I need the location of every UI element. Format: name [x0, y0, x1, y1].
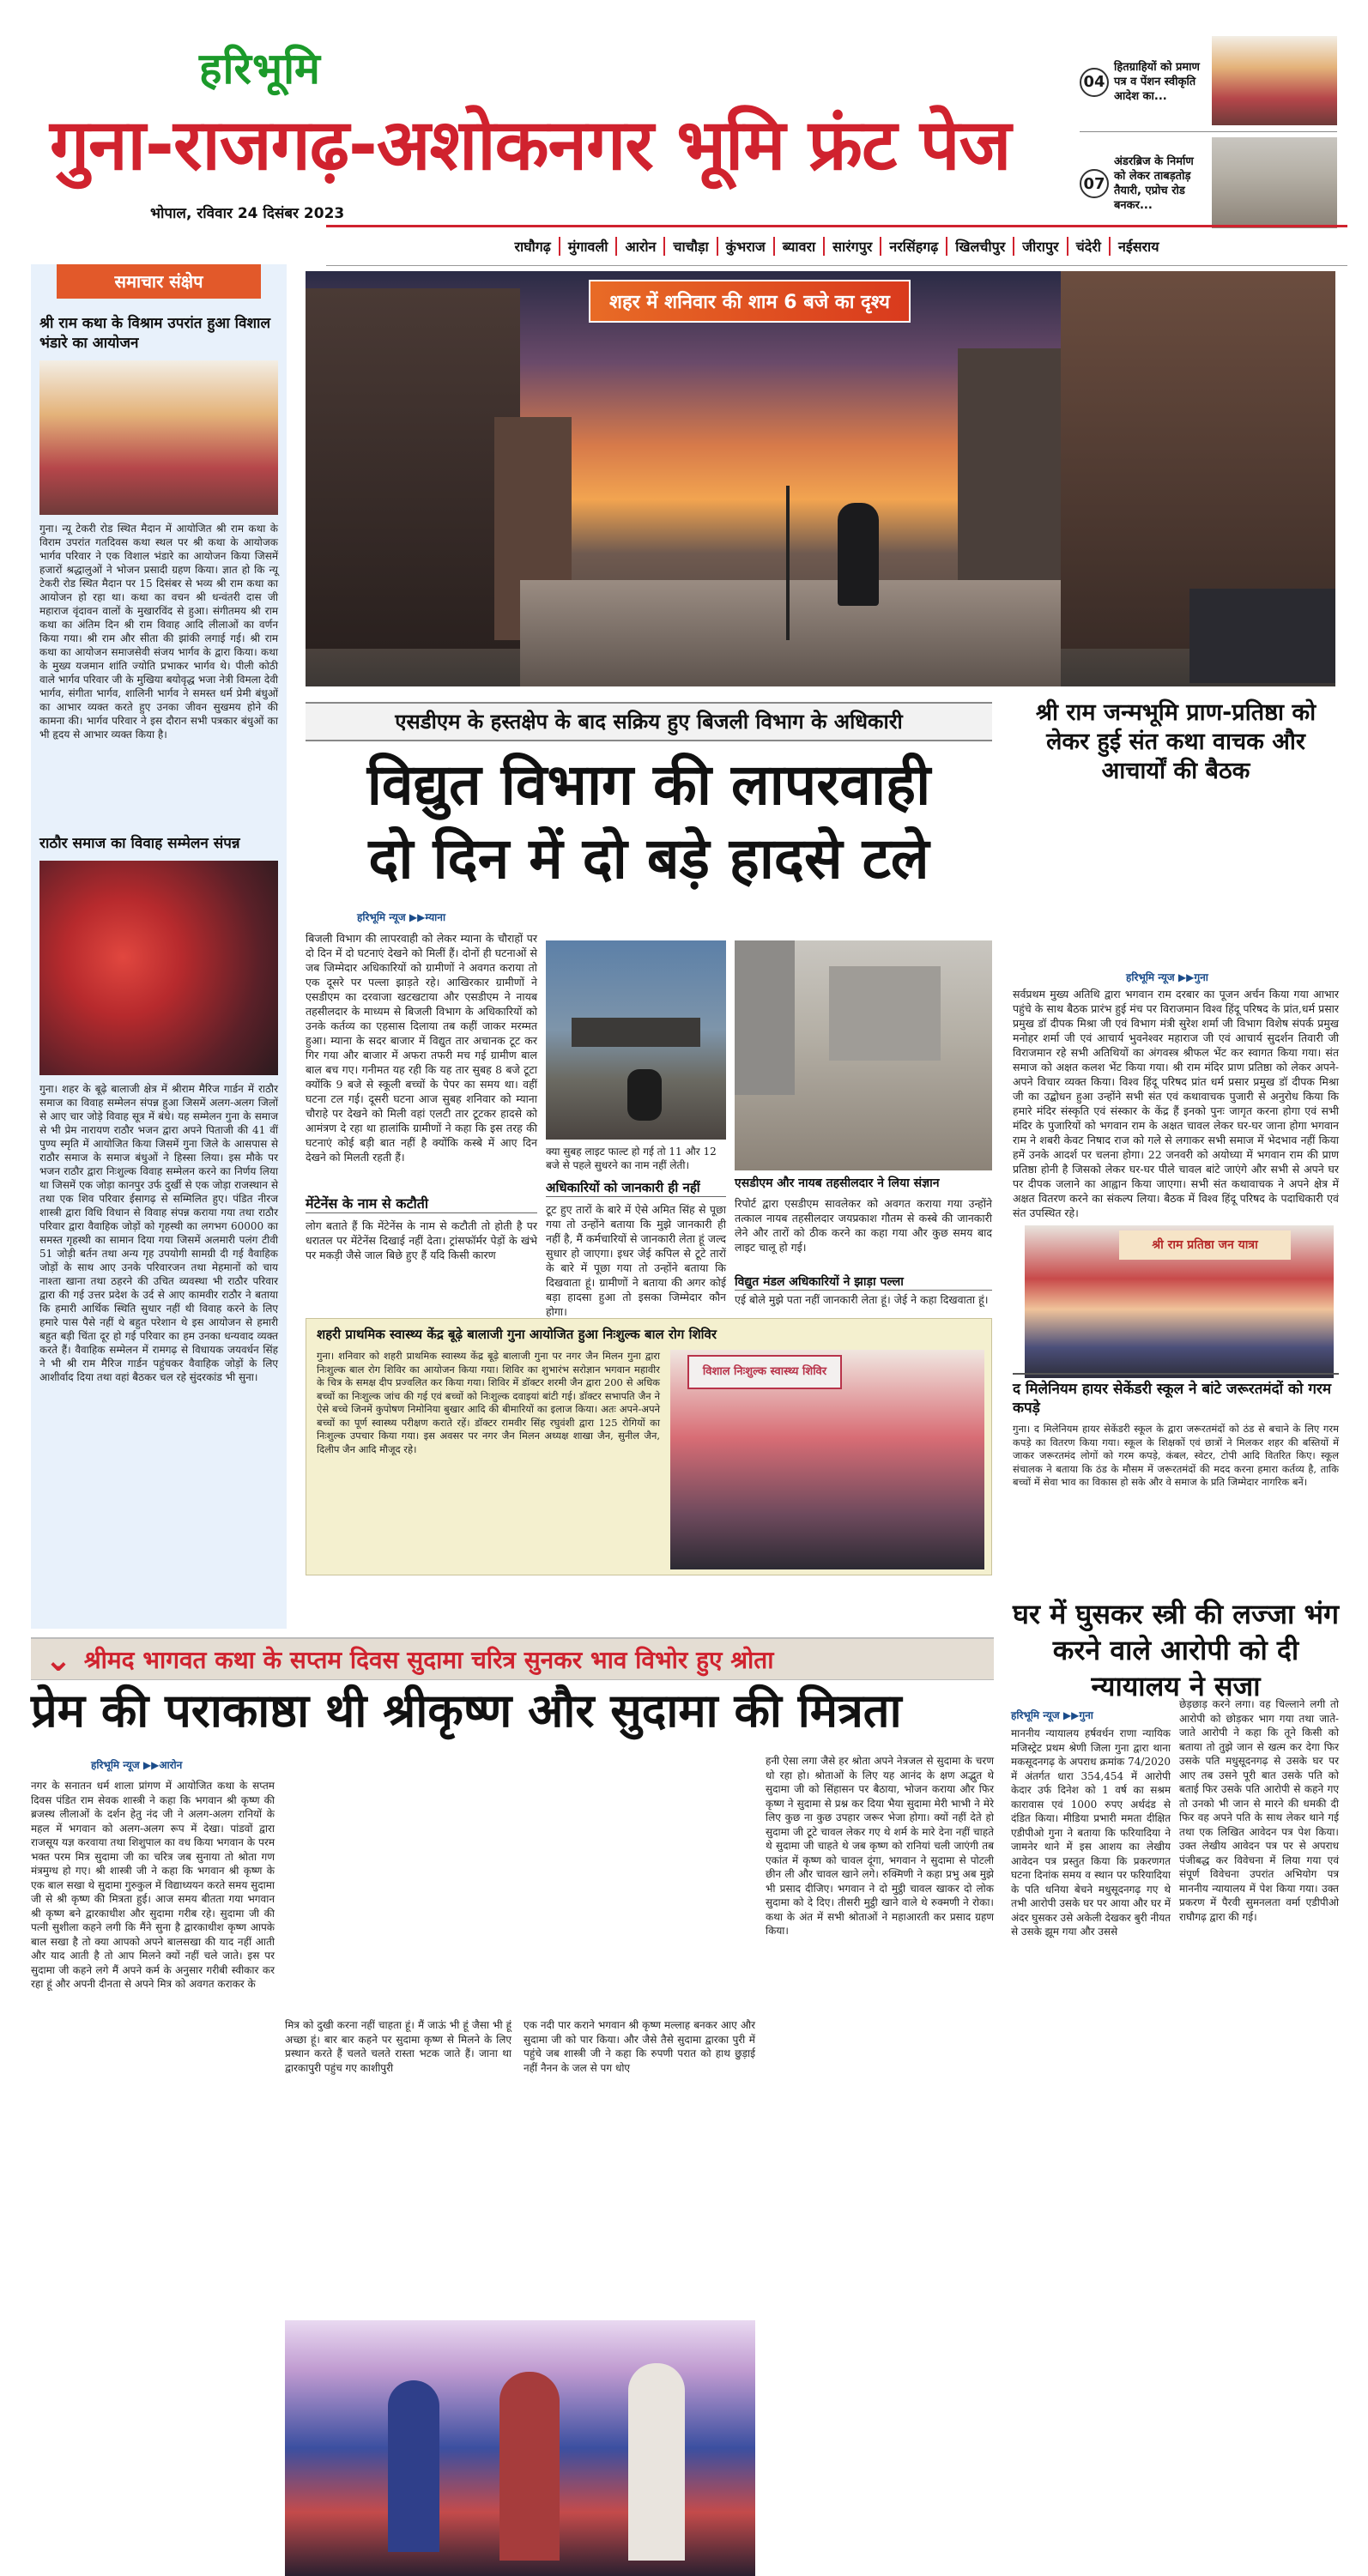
brief-photo — [39, 861, 278, 1075]
lead-photo-1 — [546, 940, 726, 1140]
lead-body: एई बोले मुझे पता नहीं जानकारी लेता हूं। जेई ने कहा दिखवाता हूं। — [735, 1293, 989, 1306]
lead-body: बिजली विभाग की लापरवाही को लेकर म्याना के चौराहों पर दो दिन में दो घटनाएं देखने को मिलीं हैं। दोनों ही घटनाओं से जब जिम्मेदार अधिकारियों को ग्रामीणों ने अवगत कराया तो एक दूसरे पर पल्ला झाड़ते रहे। आखिरकार ग्रामीणों ने एसडीएम का दरवाजा खटखटाया और एसडीएम ने नायब तहसीलदार के माध्यम से बिजली विभाग के अधिकारियों को उनके कर्तव्य का एहसास दिलाया तब कहीं जाकर मरम्मत हुआ। म्याना के सदर बाजार में विद्युत तार अचानक टूट कर गिर गया और बाजार में अफरा तफरी मच गई ग्रामीण बाल बाल बच गए। गनीमत यह रही कि यह तार सुबह 8 बजे टूटा क्योंकि 9 बजे से स्कूली बच्चों के पेपर का समय था। वहीं घटना टल गई। दूसरी घटना आज सुबह शनिवार को म्याना चौराहे पर देखने को मिली वहां एलटी तार टूटकर हादसे को आमंत्रण दे रहा था हालांकि ग्रामीणों ने कहा कि इस तरह की घटनाएं कोई बड़ी बात नहीं है क्योंकि कस्बे में आए दिन देखने को मिलती रहती हैं। — [306, 932, 537, 1164]
city-link[interactable]: जीरापुर — [1014, 237, 1068, 256]
lead-body: टूट हुए तारों के बारे में ऐसे अमित सिंह से पूछा गया तो उन्होंने बताया कि मुझे जानकारी ही नहीं है, मैं कर्मचारियों से जानकारी लेता हूं जल्द सुधार हो जाएगा। इधर जेई कपिल से टूटे तारों के बारे में पूछा गया तो उन्होंने बताया कि दिखवाता हूं। ग्रामीणों ने बताया की अगर कोई बड़ा हादसा हुआ तो इसका जिम्मेदार कौन होगा। — [546, 1203, 726, 1318]
lead-column-2 — [546, 940, 726, 1318]
city-link[interactable]: खिलचीपुर — [947, 237, 1014, 256]
brief-body: गुना। शहर के बूढ़े बालाजी क्षेत्र में श्रीराम मैरिज गार्डन में राठौर समाज का विवाह सम्मेलन संपन्न हुआ जिसमें अलग-अलग जिलों से आए चार जोड़े विवाह सूत्र में बंधे। यह सम्मेलन गुना के समाज से भी प्रेम नारायण राठौर भजन द्वारा अपने पिताजी की 41 वीं पुण्य स्मृति में आयोजित किया जिसमें गुना जिले के आसपास से राठौर समाज के समाज बंधुओं ने हिस्सा लिया। इस मौके पर भजन राठौर द्वारा निःशुल्क विवाह सम्मेलन करने का निर्णय लिया था जिसमें एक जोड़ा कानपुर उर्फ दुर्खी से एक जोड़ा राजस्थान से तथा एक शिव परिवार ईसागढ़ से सम्मिलित हुए। पंडित नीरज शास्त्री द्वारा विधि विधान से विवाह संपन्न कराया गया तथा राठौर परिवार द्वारा वैवाहिक जोड़ों को गृहस्थी का लगभग 60000 का समस्त गृहस्थी का सामान दिया गया जिसमें अलमारी पलंग टीवी 51 जोड़ी बर्तन तथा अन्य गृह उपयोगी सामग्री दी गई वैवाहिक जोड़ों के साथ आए उनके परिवारजन तथा मेहमानों को चाय नाश्ता खाना तथा ठहरने की उचित व्यवस्था भी राठौर परिवार द्वारा की गई उत्तर प्रदेश के उर्द से आए कामवीर राठौर ने बताया कि हमारी आर्थिक स्थिति सुधार नहीं थी विवाह करने के लिए हमारे पास पैसे नहीं थे बहुत परेशान थे इस आयोजन से हमारी बहुत बड़ी चिंता दूर हो गई परिवार का हम उनका धन्यवाद व्यक्त करते हैं। वैवाहिक सम्मेलन में रामगढ़ से विधायक जयवर्धन सिंह ने भी श्री राम मैरिज गार्डन पहुंचकर वैवाहिक जोड़ों के लिए आशीर्वाद दिया तथा वहां बैठकर चल रहे सुंदरकांड भी सुना। — [39, 1083, 278, 1383]
chevron-down-icon: ⌄ — [45, 1640, 72, 1678]
photo-caption: क्या सुबह लाइट फाल्ट हो गई तो 11 और 12 बजे से पहले सुधरने का नाम नहीं लेती। — [546, 1146, 717, 1171]
brand-logo: हरिभूमि — [199, 44, 321, 94]
city-link[interactable]: मुंगावली — [560, 237, 618, 256]
lead-subhead: मेंटेनेंस के नाम से कटौती — [306, 1194, 537, 1213]
sidebar-header: समाचार संक्षेप — [57, 264, 261, 299]
lead-kicker: एसडीएम के हस्तक्षेप के बाद सक्रिय हुए बिजली विभाग के अधिकारी — [306, 702, 992, 741]
lead-subhead: विद्युत मंडल अधिकारियों ने झाड़ा पल्ला — [735, 1273, 992, 1291]
bottom-headline[interactable]: प्रेम की पराकाष्ठा थी श्रीकृष्ण और सुदामा की मित्रता — [31, 1684, 902, 1738]
court-byline: हरिभूमि न्यूज ▶▶गुना — [1011, 1709, 1093, 1721]
right-byline: हरिभूमि न्यूज ▶▶गुना — [1126, 971, 1208, 983]
bottom-body: हनी ऐसा लगा जैसे हर श्रोता अपने नेत्रजल से सुदामा के चरण धो रहा हो। श्रोताओं के लिए यह आनंद के क्षण अद्भुत थे सुदामा जी को सिंहासन पर बैठाया, भोजन कराया और फिर कृष्ण ने सुदामा से प्रश्न कर दिया भैया सुदामा मेरी भाभी ने मेरे लिए कुछ ना कुछ उपहार जरूर भेजा होगा। क्यों नहीं देते हो सुदामा जी टूटे चावल लेकर गए थे शर्म के मारे देना नहीं चाहते थे सुदामा जी चाहते थे जब कृष्ण को रानियां चली जाएंगी तब एकांत में कृष्ण को चावल दूंगा, भगवान ने सुदामा से पोटली छीन ली और चावल खाने लगे। रुक्मिणी ने कहा प्रभु अब मुझे भी प्रसाद दीजिए। भगवान ने दो मुट्ठी चावल खाकर दो लोक सुदामा को दे दिए। तीसरी मुट्ठी खाने वाले थे रुक्मणी ने रोका। कथा के अंत में सभी श्रोताओं ने महाआरती कर प्रसाद ग्रहण किया। — [766, 1755, 994, 1937]
photo-caption-tag: शहर में शनिवार की शाम 6 बजे का दृश्य — [589, 280, 911, 323]
city-link[interactable]: ब्यावरा — [775, 237, 825, 256]
brief-headline[interactable]: राठौर समाज का विवाह सम्मेलन संपन्न — [39, 835, 240, 852]
bhagwat-photo — [285, 2320, 755, 2576]
lead-body: लोग बताते हैं कि मेंटेनेंस के नाम से कटौती तो होती है पर धरातल पर मेंटेनेंस दिखाई नहीं देता। ट्रांसफॉर्मर पेड़ों के खंभे पर मकड़ी जैसे जाल बिछे हुए हैं यदि किसी कारण — [306, 1219, 537, 1261]
lead-photo — [306, 271, 1335, 686]
city-link[interactable]: नरसिंहगढ़ — [881, 237, 947, 256]
lead-column-3 — [735, 940, 992, 1308]
right-body: सर्वप्रथम मुख्य अतिथि द्वारा भगवान राम दरबार का पूजन अर्चन किया गया आभार पहुंचे के साथ बैठक प्रारंभ हुई मंच पर विराजमान विश्व हिंदू परिषद के प्रांत,धर्म प्रसार प्रमुख डॉ दीपक मिश्रा जी एवं विभाग मंत्री सुरेश शर्मा जी विभाग विशेष संपर्क प्रमुख मनोहर शर्मा जी एवं आचार्य भुवनेश्वर महाराज जी एवं आचार्य सुदर्शन तिवारी जी विराजमान रहे सभी अतिथियों का अंगवस्त्र श्रीफल भेंट कर स्वागत किया गया। संत समाज को अक्षत कलश भेंट किया गया। श्री राम मंदिर प्राण प्रतिष्ठा को लेकर अपने-अपने विचार व्यक्त किया। विश्व हिंदू परिषद प्रांत धर्म प्रसार प्रमुख डॉ दीपक मिश्रा जी का उद्बोधन हुआ उन्होंने सभी संत एवं कथावाचक पुजारी से अनुरोध किया कि हमारे मंदिर संस्कृति एवं संस्कार के केंद्र हैं इनको पुनः जागृत करना होगा एवं सभी मंदिर के पुजारियों को भगवान राम के अक्षत चावल लेकर घर-घर जाना होगा भगवान राम ने शबरी केवट निषाद राज को गले से लगाकर सभी समाज में भेदभाव नहीं किया हमें उनके आदर्श पर चलना होगा। 22 जनवरी को अयोध्या में भगवान राम की प्राण प्रतिष्ठा होनी है जिसको लेकर घर-घर पीले चावल बांटे जाएंगे और सभी से अपने घर पर दीपक जलाने का आह्वान किया जाएगा। सभी संत कथावाचक ने अपने क्षेत्र में अक्षत वितरण करने का संकल्प लिया। बैठक में विश्व हिंदू परिषद के पदाधिकारी एवं संत उपस्थित रहे। — [1013, 988, 1339, 1219]
school-body: गुना। द मिलेनियम हायर सेकेंडरी स्कूल के द्वारा जरूरतमंदों को ठंड से बचाने के लिए गरम कपड़े का वितरण किया गया। स्कूल के शिक्षकों एवं छात्रों ने मिलकर शहर की बस्तियों में जाकर जरूरतमंद लोगों को गरम कपड़े, कंबल, स्वेटर, टोपी आदि वितरित किए। स्कूल संचालक ने बताया कि ठंड के मौसम में जरूरतमंदों की मदद करना हमारा कर्तव्य है, ताकि बच्चों में सेवा भाव का विकास हो सके और वे समाज के प्रति जिम्मेदार नागरिक बनें। — [1013, 1423, 1339, 1488]
teaser-number: 07 — [1080, 169, 1109, 198]
bottom-body: एक नदी पार कराने भगवान श्री कृष्ण मल्लाह बनकर आए और सुदामा जी को पार किया। और जैसे तैसे सुदामा द्वारका पुरी में पहुंचे जब शास्त्री जी ने कहा कि रुपणी परात को हाथ छुड़ाई नहीं नैनन के जल से पग धोए — [524, 2019, 755, 2074]
city-link[interactable]: आरोन — [617, 237, 665, 256]
health-photo — [670, 1350, 984, 1569]
bottom-body: नगर के सनातन धर्म शाला प्रांगण में आयोजित कथा के सप्तम दिवस पंडित राम सेवक शास्त्री ने कहा कि भगवान श्री कृष्ण की ब्रजस्थ लीलाओं के दर्शन हेतु नंद जी ने अलग-अलग रानियों के महल में भगवान को अलग-अलग रूप में देखा। पांडवों द्वारा राजसूय यज्ञ करवाया तथा शिशुपाल का वध किया भगवान के परम भक्त परम मित्र सुदामा जी का चरित्र जब सुनाया तो श्रोता गण मंत्रमुग्ध हो गए। श्री शास्त्री जी ने कहा कि भगवान श्री कृष्ण के एक बाल सखा थे सुदामा गुरुकुल में विद्याध्ययन करते समय सुदामा जी से श्री कृष्ण की मित्रता हुई। आज समय बीतता गया भगवान श्री कृष्ण बने द्वारकाधीश और सुदामा गरीब रहे। सुदामा जी की पत्नी सुशीला कहने लगी कि मैंने सुना है द्वारकाधीश कृष्ण आपके बाल सखा है तो क्या आपको अपने बालसखा की याद नहीं आती और याद आती है तो आप मिलने क्यों नहीं चले जाते। इस पर सुदामा जी कहने लगे मैं अपने कर्म के अनुसार गरीबी स्वीकार कर रहा हूं और अपनी दीनता से अपने मित्र को अवगत कराकर के — [31, 1780, 275, 1990]
court-body: माननीय न्यायालय हर्षवर्धन राणा न्यायिक मजिस्ट्रेट प्रथम श्रेणी जिला गुना द्वारा थाना मकसूदनगढ़ के अपराध क्रमांक 74/2020 में अंतर्गत धारा 354,454 में आरोपी केदार उर्फ दिनेश को 1 वर्ष का सश्रम कारावास एवं 1000 रुपए अर्थदंड से दंडित किया। मीडिया प्रभारी ममता दीक्षित एडीपीओ गुना ने बताया कि फरियादिया ने जामनेर थाने में इस आशय का लेखीय आवेदन पत्र प्रस्तुत किया कि प्रकरणगत घटना दिनांक समय व स्थान पर फरियादिया के पति धनिया बेचने मधुसूदनगढ़ गए थे तभी आरोपी उसके घर पर आया और घर में अंदर घुसकर उसे अकेली देखकर बुरी नीयत से उसके झूम गया और उससे — [1011, 1727, 1171, 1938]
teaser-list — [1080, 33, 1337, 235]
school-story — [1013, 1373, 1339, 1587]
bottom-band — [31, 1637, 994, 1680]
news-brief-sidebar — [31, 264, 287, 1629]
bottom-body: मित्र को दुखी करना नहीं चाहता हूं। मैं जाऊं भी हूं जैसा भी हूं अच्छा हूं। बार बार कहने पर सुदामा कृष्ण से मिलने के लिए प्रस्थान करते हैं चलते चलते रास्ता भटक जाते हैं। जाना था द्वारकापुरी पहुंच गए काशीपुरी — [285, 2019, 511, 2074]
lead-column-1 — [306, 904, 537, 1308]
lead-headline[interactable]: विद्युत विभाग की लापरवाही — [366, 752, 931, 818]
dateline: भोपाल, रविवार 24 दिसंबर 2023 — [150, 205, 345, 222]
lead-headline[interactable]: दो दिन में दो बड़े हादसे टले — [368, 825, 929, 892]
brief-body: गुना। न्यू टेकरी रोड स्थित मैदान में आयोजित श्री राम कथा के विराम उपरांत गतदिवस कथा स्थल पर श्री कथा के आयोजक भार्गव परिवार ने एक विशाल भंडारे का आयोजन किया जिसमें हजारों श्रद्धालुओं ने भोजन प्रसादी ग्रहण किया। ज्ञात हो कि न्यू टेकरी रोड स्थित मैदान पर 15 दिसंबर से भव्य श्री राम कथा का आयोजन हो रहा था। कथा का वचन श्री धन्वंतरी दास जी महाराज वृंदावन वालों के मुखारविंद से हुआ। संगीतमय श्री राम कथा का अंतिम दिन श्री राम विवाह आदि लीलाओं का वर्णन किया गया। श्री राम और सीता की झांकी लगाई गई। श्री राम कथा का आयोजन समाजसेवी संजय भार्गव के द्वारा किया। कथा के मुख्य यजमान शांति ज्योति प्रभाकर भार्गव थे। पीली कोठी वाले भार्गव परिवार जी के मुखिया बयोवृद्ध भजा नेत्री विमला देवी भार्गव, संगीता भार्गव, शालिनी भार्गव ने समस्त धर्म प्रेमी बंधुओं का आभार व्यक्त करते हुए उनका जीवन सुखमय होने की कामना की। भार्गव परिवार ने इस दौरान सभी पत्रकार बंधुओं का भी हृदय से आभार व्यक्त किया है। — [39, 523, 278, 741]
teaser-number: 04 — [1080, 68, 1109, 97]
lead-photo-2 — [735, 940, 992, 1170]
city-nav — [326, 225, 1347, 266]
city-link[interactable]: सारंगपुर — [825, 237, 881, 256]
page-title: गुना-राजगढ़-अशोकनगर भूमि फ्रंट पेज — [50, 105, 1011, 186]
school-headline[interactable]: द मिलेनियम हायर सेकेंडरी स्कूल ने बांटे जरूरतमंदों को गरम कपड़े — [1013, 1381, 1332, 1417]
banner-text: श्री राम प्रतिष्ठा जन यात्रा — [1119, 1231, 1291, 1260]
teaser-item[interactable] — [1080, 132, 1337, 235]
city-link[interactable]: चाचौड़ा — [665, 237, 717, 256]
brief-photo — [39, 360, 278, 515]
court-headline[interactable]: घर में घुसकर स्त्री की लज्जा भंग करने वाले आरोपी को दी न्यायालय ने सजा — [1013, 1598, 1339, 1702]
health-body: गुना। शनिवार को शहरी प्राथमिक स्वास्थ्य केंद्र बूढ़े बालाजी गुना पर नगर जैन मिलन गुना द्वारा निःशुल्क बाल रोग शिविर का आयोजन किया गया। शिविर का शुभारंभ सरोज्ञान भगवान महावीर के चित्र के समक्ष दीप प्रज्वलित कर किया गया। शिविर में डॉक्टर शरमी जैन द्वारा 200 से अधिक बच्चों का निःशुल्क जांच की गई एवं बच्चों को निःशुल्क दवाइयां बांटी गई। डॉक्टर सभापति जैन ने ऐसे बच्चे जिनमें कुपोषण निमोनिया बुखार आदि की बीमारियों का इलाज किया। अतः अपने-अपने बच्चों का पूर्ण स्वास्थ्य परीक्षण कराते रहें। डॉक्टर रामवीर सिंह रघुवंशी द्वारा 125 रोगियों का निःशुल्क उपचार किया गया। इस अवसर पर नगर जैन मिलन अध्यक्ष शाखा जैन, सुनील जैन, दिलीप जैन आदि मौजूद रहे। — [317, 1350, 660, 1455]
lead-byline: हरिभूमि न्यूज ▶▶म्याना — [357, 911, 446, 923]
court-body: छेड़छाड़ करने लगा। वह चिल्लाने लगी तो आरोपी को छोड़कर भाग गया तथा जाते-जाते आरोपी ने कहा कि तूने किसी को बताया तो तुझे जान से खत्म कर देगा फिर उसके पति मधुसूदनगढ़ से उसके घर पर आए तब उसने पूरी बात उसके पति को बताई फिर उसके पति आरोपी से कहने गए तो उनको भी जान से मारने की धमकी दी फिर वह अपने पति के साथ लेकर थाने गई तथा एक लिखित आवेदन पत्र पेश किया। उक्त लेखीय आवेदन पत्र पर से अपराध पंजीबद्ध कर विवेचना में लिया गया एवं संपूर्ण विवेचना उपरांत अभियोग पत्र माननीय न्यायालय में पेश किया गया। उक्त प्रकरण में पैरवी सुमनलता वर्मा एडीपीओ राघौगढ़ द्वारा की गई। — [1179, 1698, 1339, 1923]
city-link[interactable]: चंदेरी — [1068, 237, 1111, 256]
teaser-text: हितग्राहियों को प्रमाण पत्र व पेंशन स्वीकृति आदेश का... — [1114, 61, 1200, 103]
city-link[interactable]: राघौगढ़ — [507, 237, 560, 256]
lead-subhead: अधिकारियों को जानकारी ही नहीं — [546, 1179, 726, 1197]
lead-body: रिपोर्ट द्वारा एसडीएम सावलेकर को अवगत कराया गया उन्होंने तत्काल नायब तहसीलदार जयप्रकाश गौतम से कस्बे की जानकारी लेने और तारों को ठीक करने का कहा गया और कुछ समय बाद लाइट चालू हो गई। — [735, 1197, 992, 1254]
teaser-photo — [1212, 36, 1337, 125]
teaser-text: अंडरब्रिज के निर्माण को लेकर ताबड़तोड़ तैयारी, एप्रोच रोड बनकर... — [1114, 155, 1194, 212]
brief-headline[interactable]: श्री राम कथा के विश्राम उपरांत हुआ विशाल भंडारे का आयोजन — [39, 315, 270, 352]
right-headline[interactable]: श्री राम जन्मभूमि प्राण-प्रतिष्ठा को लेकर हुई संत कथा वाचक और आचार्यों की बैठक — [1035, 699, 1317, 784]
city-link[interactable]: नईसराय — [1117, 239, 1159, 255]
banner-text: विशाल निःशुल्क स्वास्थ्य शिविर — [687, 1355, 842, 1389]
city-link[interactable]: कुंभराज — [718, 237, 775, 256]
health-camp-box — [306, 1318, 992, 1575]
teaser-item[interactable] — [1080, 33, 1337, 132]
photo-caption: एसडीएम और नायब तहसीलदार ने लिया संज्ञान — [735, 1176, 940, 1190]
bottom-byline: हरिभूमि न्यूज ▶▶आरोन — [91, 1759, 183, 1771]
teaser-photo — [1212, 137, 1337, 228]
bottom-column-1 — [31, 1754, 275, 2132]
band-kicker: श्रीमद भागवत कथा के सप्तम दिवस सुदामा चरित्र सुनकर भाव विभोर हुए श्रोता — [83, 1645, 774, 1674]
health-title[interactable]: शहरी प्राथमिक स्वास्थ्य केंद्र बूढ़े बालाजी गुना आयोजित हुआ निःशुल्क बाल रोग शिविर — [317, 1327, 717, 1342]
